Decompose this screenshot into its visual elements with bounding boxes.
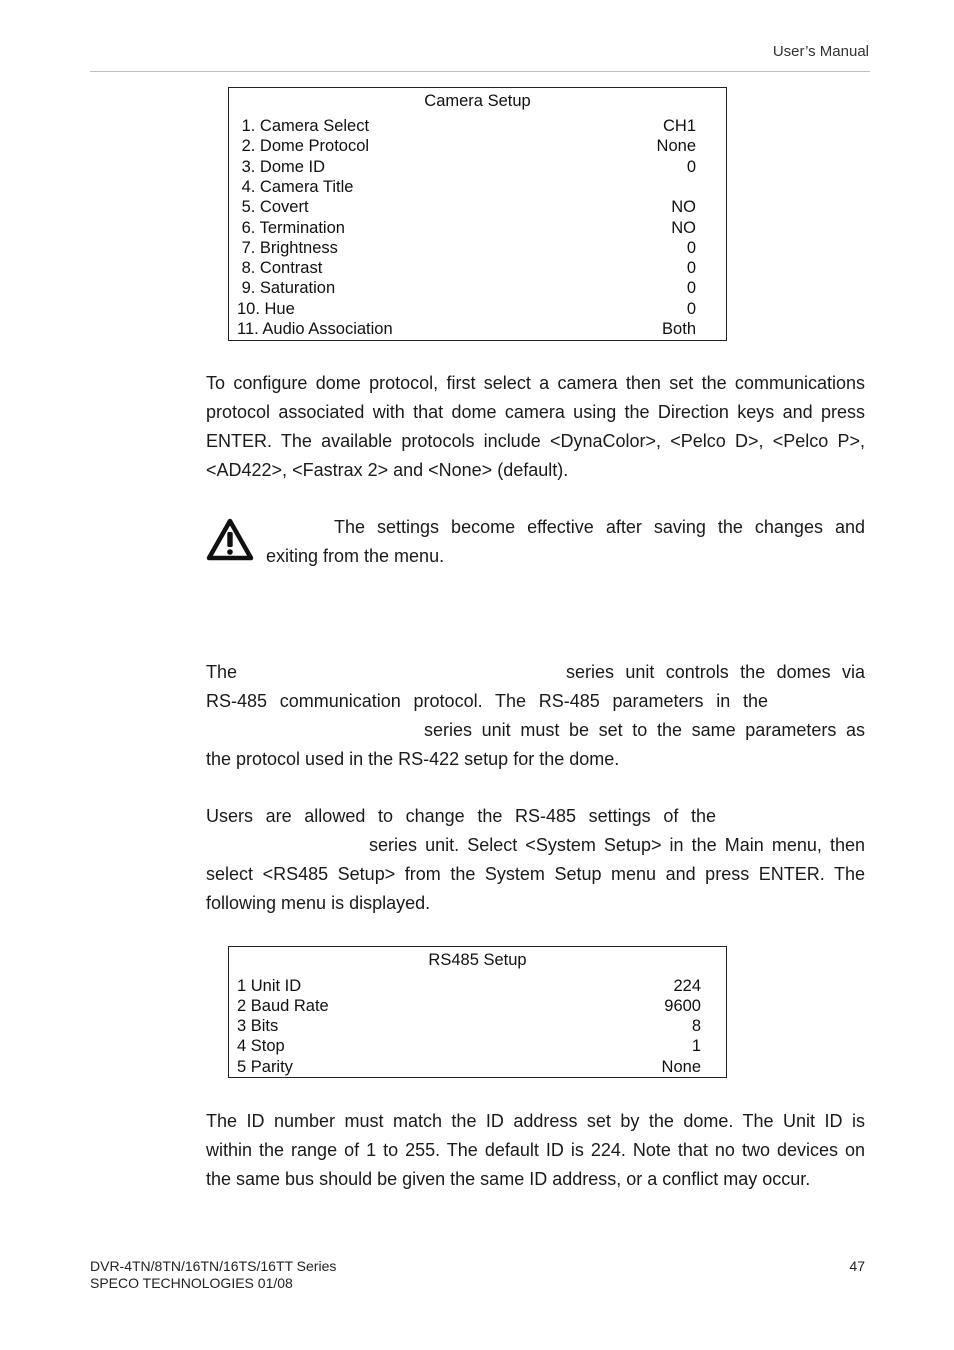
menu-row-value: 224 (673, 976, 701, 995)
text-line: series unit must be set to the same parameters as (424, 720, 865, 740)
menu-row-value: None (661, 1057, 701, 1076)
menu-row-label: 3 Bits (237, 1017, 279, 1036)
menu-row-value: 0 (686, 279, 696, 298)
header-title: User’s Manual (772, 43, 869, 60)
text-line: exiting from the menu. (266, 546, 445, 566)
footer-left (90, 1258, 336, 1292)
paragraph-dome-protocol (206, 369, 865, 485)
text-line (206, 658, 865, 687)
menu-row-value: Both (662, 320, 696, 338)
menu-row-label: 3. Dome ID (237, 157, 326, 176)
menu-row (229, 197, 726, 217)
menu-row-value: 9600 (664, 996, 701, 1015)
menu-row-label: 1. Camera Select (237, 117, 370, 135)
text-fragment: series unit controls the domes via (566, 662, 865, 682)
menu-row-value: 0 (686, 299, 696, 318)
header-divider (90, 71, 870, 72)
menu-row (229, 976, 726, 996)
text-fragment: The (206, 662, 238, 682)
menu-row-label: 5 Parity (237, 1057, 293, 1076)
page-number: 47 (849, 1258, 865, 1274)
menu-row-label: 4 Stop (237, 1037, 285, 1056)
menu-row-label: 7. Brightness (237, 238, 338, 257)
text-line: <AD422>, <Fastrax 2> and <None> (default). (206, 460, 569, 480)
paragraph-rs485-settings (206, 802, 865, 918)
warning-triangle-icon (206, 517, 254, 563)
text-line: series unit. Select <System Setup> in the Main menu, then (369, 835, 865, 855)
menu-row (229, 136, 726, 156)
text-line: ENTER. The available protocols include <DynaColor>, <Pelco D>, <Pelco P>, (206, 431, 865, 451)
menu-row-label: 11. Audio Association (237, 320, 393, 338)
menu-row-value: None (656, 137, 696, 156)
menu-row-label: 2. Dome Protocol (237, 137, 370, 156)
menu-row-label: 6. Termination (237, 218, 345, 237)
menu-row-value: 1 (691, 1037, 701, 1056)
menu-row-label: 10. Hue (237, 299, 295, 318)
menu-row (229, 218, 726, 238)
menu-row-value: NO (671, 198, 696, 217)
text-line: The settings become effective after saving the changes and (334, 517, 865, 537)
menu-row (229, 319, 726, 339)
menu-row (229, 157, 726, 177)
camera-setup-menu (228, 87, 727, 341)
text-line: To configure dome protocol, first select a camera then set the communications (206, 373, 865, 393)
text-line: the same bus should be given the same ID address, or a conflict may occur. (206, 1169, 811, 1189)
text-line: following menu is displayed. (206, 893, 431, 913)
menu-row (229, 1016, 726, 1036)
menu-row (229, 116, 726, 136)
menu-row-label: 1 Unit ID (237, 976, 302, 995)
rs485-setup-title: RS485 Setup (428, 951, 527, 969)
menu-row (229, 258, 726, 278)
menu-row (229, 996, 726, 1016)
menu-row (229, 1057, 726, 1077)
text-line: select <RS485 Setup> from the System Setup menu and press ENTER. The (206, 864, 865, 884)
paragraph-unit-id (206, 1107, 865, 1194)
menu-row (229, 278, 726, 298)
footer-series: DVR-4TN/8TN/16TN/16TS/16TT Series (90, 1258, 337, 1274)
text-line: within the range of 1 to 255. The default ID is 224. Note that no two devices on (206, 1140, 865, 1160)
menu-row-label: 2 Baud Rate (237, 996, 329, 1015)
menu-row-value: 8 (691, 1017, 701, 1036)
menu-row-label: 5. Covert (237, 198, 309, 217)
menu-row (229, 299, 726, 319)
text-line: Users are allowed to change the RS-485 settings of the (206, 806, 716, 826)
rs485-setup-menu (228, 946, 727, 1078)
text-line: the protocol used in the RS-422 setup for the dome. (206, 749, 620, 769)
text-line: protocol associated with that dome camera using the Direction keys and press (206, 402, 865, 422)
paragraph-rs485-protocol (206, 658, 865, 774)
menu-row-label: 9. Saturation (237, 279, 336, 298)
menu-row-value: 0 (686, 238, 696, 257)
footer-company: SPECO TECHNOLOGIES 01/08 (90, 1275, 293, 1291)
menu-row (229, 238, 726, 258)
menu-row (229, 1036, 726, 1056)
menu-row (229, 177, 726, 197)
menu-row-value: NO (671, 218, 696, 237)
note-text (266, 513, 865, 571)
menu-row-label: 8. Contrast (237, 259, 323, 278)
text-line: RS-485 communication protocol. The RS-485 parameters in the (206, 691, 768, 711)
menu-row-label: 4. Camera Title (237, 177, 354, 196)
camera-setup-title: Camera Setup (424, 92, 531, 110)
menu-row-value: 0 (686, 157, 696, 176)
menu-row-value: CH1 (662, 117, 696, 135)
text-line: The ID number must match the ID address set by the dome. The Unit ID is (206, 1111, 865, 1131)
menu-row-value: 0 (686, 259, 696, 278)
